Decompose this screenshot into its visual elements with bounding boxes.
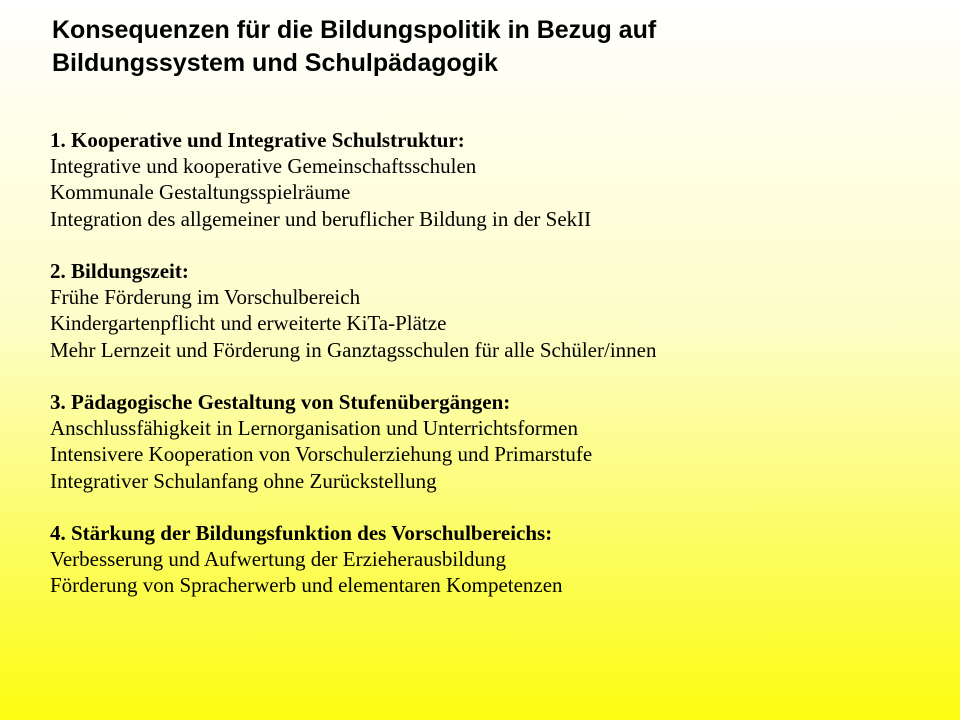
section-item: Kommunale Gestaltungsspielräume [50,180,351,205]
section-heading: 3. Pädagogische Gestaltung von Stufenübergängen: [50,390,511,414]
section-heading: 4. Stärkung der Bildungsfunktion des Vorschulbereichs: [50,521,553,545]
section-item: Frühe Förderung im Vorschulbereich [50,285,361,310]
section-item: Verbesserung und Aufwertung der Erzieherausbildung [50,547,507,572]
section-schulstruktur [50,127,940,232]
slide-title [52,14,932,80]
section-bildungszeit [50,258,940,363]
section-item: Mehr Lernzeit und Förderung in Ganztagsschulen für alle Schüler/innen [50,337,657,362]
section-stufenuebergaenge [50,389,940,494]
section-item: Kindergartenpflicht und erweiterte KiTa-Plätze [50,311,447,336]
section-vorschulbereich [50,520,940,599]
section-item: Integrativer Schulanfang ohne Zurückstellung [50,468,437,493]
section-item: Integrative und kooperative Gemeinschaftsschulen [50,154,477,179]
slide-content [50,127,940,625]
slide-title-line-1: Konsequenzen für die Bildungspolitik in Bezug auf [52,16,657,44]
section-item: Intensivere Kooperation von Vorschulerziehung und Primarstufe [50,442,593,467]
section-item: Förderung von Spracherwerb und elementaren Kompetenzen [50,573,563,598]
section-item: Integration des allgemeiner und beruflicher Bildung in der SekII [50,206,592,231]
section-heading: 1. Kooperative und Integrative Schulstruktur: [50,128,465,152]
section-item: Anschlussfähigkeit in Lernorganisation und Unterrichtsformen [50,416,578,441]
slide-title-line-2: Bildungssystem und Schulpädagogik [52,49,498,77]
section-heading: 2. Bildungszeit: [50,259,189,283]
